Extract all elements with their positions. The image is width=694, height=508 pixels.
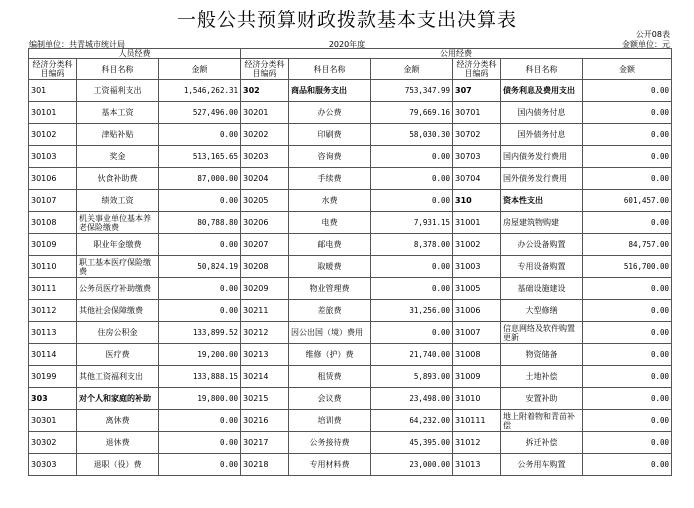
name-cell: 办公费: [289, 102, 371, 124]
code-cell: 30204: [241, 168, 289, 190]
code-cell: 30215: [241, 388, 289, 410]
name-cell: 租赁费: [289, 366, 371, 388]
name-cell: 基本工资: [77, 102, 159, 124]
amount-cell: 133,899.52: [159, 322, 241, 344]
name-cell: 对个人和家庭的补助: [77, 388, 159, 410]
name-cell: 物业管理费: [289, 278, 371, 300]
name-cell: 机关事业单位基本养老保险缴费: [77, 212, 159, 234]
expenditure-table: [28, 48, 672, 476]
amount-cell: 0.00: [371, 168, 453, 190]
amount-cell: 1,546,262.31: [159, 80, 241, 102]
name-cell: 手续费: [289, 168, 371, 190]
amount-cell: 0.00: [583, 322, 672, 344]
header-name: 科目名称: [289, 59, 371, 80]
table-row: [29, 454, 672, 476]
amount-cell: 23,000.00: [371, 454, 453, 476]
name-cell: 房屋建筑物购建: [501, 212, 583, 234]
amount-cell: 0.00: [159, 454, 241, 476]
amount-cell: 0.00: [371, 256, 453, 278]
name-cell: 办公设备购置: [501, 234, 583, 256]
name-cell: 资本性支出: [501, 190, 583, 212]
code-cell: 30216: [241, 410, 289, 432]
table-row: [29, 168, 672, 190]
code-cell: 30207: [241, 234, 289, 256]
table-row: [29, 212, 672, 234]
amount-cell: 58,030.30: [371, 124, 453, 146]
amount-cell: 0.00: [583, 366, 672, 388]
code-cell: 31009: [453, 366, 501, 388]
name-cell: 水费: [289, 190, 371, 212]
name-cell: 退休费: [77, 432, 159, 454]
amount-cell: 0.00: [583, 212, 672, 234]
code-cell: 301: [29, 80, 77, 102]
table-row: [29, 234, 672, 256]
name-cell: 专用材料费: [289, 454, 371, 476]
amount-cell: 0.00: [159, 234, 241, 256]
code-cell: 30217: [241, 432, 289, 454]
name-cell: 其他工资福利支出: [77, 366, 159, 388]
code-cell: 31012: [453, 432, 501, 454]
unit-label: 金额单位：元: [622, 40, 670, 49]
header-name: 科目名称: [77, 59, 159, 80]
name-cell: 邮电费: [289, 234, 371, 256]
amount-cell: 0.00: [159, 278, 241, 300]
group-personnel: 人员经费: [29, 49, 241, 59]
amount-cell: 0.00: [159, 124, 241, 146]
amount-cell: 527,496.00: [159, 102, 241, 124]
amount-cell: 0.00: [583, 410, 672, 432]
header-amount: 金额: [371, 59, 453, 80]
name-cell: 国内债务发行费用: [501, 146, 583, 168]
amount-cell: 0.00: [159, 300, 241, 322]
amount-cell: 0.00: [371, 278, 453, 300]
code-cell: 31008: [453, 344, 501, 366]
name-cell: 土地补偿: [501, 366, 583, 388]
name-cell: 其他社会保障缴费: [77, 300, 159, 322]
amount-cell: 84,757.00: [583, 234, 672, 256]
table-row: [29, 366, 672, 388]
table-row: [29, 278, 672, 300]
code-cell: 30213: [241, 344, 289, 366]
header-code: 经济分类科目编码: [453, 59, 501, 80]
code-cell: 30203: [241, 146, 289, 168]
amount-cell: 23,498.00: [371, 388, 453, 410]
amount-cell: 516,700.00: [583, 256, 672, 278]
code-cell: 30114: [29, 344, 77, 366]
code-cell: 310111: [453, 410, 501, 432]
group-public: 公用经费: [241, 49, 672, 59]
name-cell: 伙食补助费: [77, 168, 159, 190]
code-cell: 303: [29, 388, 77, 410]
table-row: [29, 146, 672, 168]
code-cell: 30199: [29, 366, 77, 388]
name-cell: 专用设备购置: [501, 256, 583, 278]
amount-cell: 0.00: [583, 80, 672, 102]
name-cell: 维修（护）费: [289, 344, 371, 366]
name-cell: 大型修缮: [501, 300, 583, 322]
name-cell: 安置补助: [501, 388, 583, 410]
table-body: [29, 80, 672, 476]
code-cell: 31003: [453, 256, 501, 278]
header-amount: 金额: [159, 59, 241, 80]
code-cell: 30302: [29, 432, 77, 454]
name-cell: 国内债务付息: [501, 102, 583, 124]
code-cell: 30218: [241, 454, 289, 476]
table-row: [29, 190, 672, 212]
name-cell: 离休费: [77, 410, 159, 432]
name-cell: 地上附着物和青苗补偿: [501, 410, 583, 432]
code-cell: 30209: [241, 278, 289, 300]
table-row: [29, 388, 672, 410]
name-cell: 津贴补贴: [77, 124, 159, 146]
code-cell: 30214: [241, 366, 289, 388]
amount-cell: 513,165.65: [159, 146, 241, 168]
amount-cell: 5,893.00: [371, 366, 453, 388]
code-cell: 30303: [29, 454, 77, 476]
code-cell: 30108: [29, 212, 77, 234]
amount-cell: 0.00: [583, 102, 672, 124]
table-row: [29, 322, 672, 344]
amount-cell: 0.00: [159, 410, 241, 432]
code-cell: 30301: [29, 410, 77, 432]
code-cell: 30208: [241, 256, 289, 278]
org-label: 编制单位：共青城市统计局: [29, 40, 125, 49]
amount-cell: 0.00: [583, 124, 672, 146]
code-cell: 30703: [453, 146, 501, 168]
amount-cell: 0.00: [159, 190, 241, 212]
name-cell: 国外债务发行费用: [501, 168, 583, 190]
year-label: 2020年度: [328, 40, 366, 49]
name-cell: 基础设施建设: [501, 278, 583, 300]
name-cell: 住房公积金: [77, 322, 159, 344]
header-name: 科目名称: [501, 59, 583, 80]
code-cell: 30211: [241, 300, 289, 322]
code-cell: 30202: [241, 124, 289, 146]
code-cell: 31002: [453, 234, 501, 256]
form-number: 公开08表: [635, 30, 670, 39]
code-cell: 30702: [453, 124, 501, 146]
table-row: [29, 432, 672, 454]
name-cell: 印刷费: [289, 124, 371, 146]
name-cell: 职业年金缴费: [77, 234, 159, 256]
name-cell: 差旅费: [289, 300, 371, 322]
name-cell: 退职（役）费: [77, 454, 159, 476]
code-cell: 30110: [29, 256, 77, 278]
name-cell: 奖金: [77, 146, 159, 168]
code-cell: 30701: [453, 102, 501, 124]
code-cell: 30107: [29, 190, 77, 212]
name-cell: 信息网络及软件购置更新: [501, 322, 583, 344]
amount-cell: 0.00: [583, 146, 672, 168]
table-row: [29, 102, 672, 124]
name-cell: 会议费: [289, 388, 371, 410]
amount-cell: 0.00: [371, 322, 453, 344]
amount-cell: 0.00: [159, 432, 241, 454]
name-cell: 职工基本医疗保险缴费: [77, 256, 159, 278]
header-code: 经济分类科目编码: [241, 59, 289, 80]
code-cell: 30205: [241, 190, 289, 212]
amount-cell: 31,256.00: [371, 300, 453, 322]
amount-cell: 45,395.00: [371, 432, 453, 454]
amount-cell: 0.00: [583, 454, 672, 476]
amount-cell: 50,824.19: [159, 256, 241, 278]
table-row: [29, 256, 672, 278]
name-cell: 因公出国（境）费用: [289, 322, 371, 344]
amount-cell: 601,457.00: [583, 190, 672, 212]
code-cell: 30109: [29, 234, 77, 256]
amount-cell: 80,788.80: [159, 212, 241, 234]
amount-cell: 7,931.15: [371, 212, 453, 234]
table-row: [29, 80, 672, 102]
name-cell: 公务用车购置: [501, 454, 583, 476]
table-row: [29, 410, 672, 432]
header-amount: 金额: [583, 59, 672, 80]
name-cell: 工资福利支出: [77, 80, 159, 102]
name-cell: 拆迁补偿: [501, 432, 583, 454]
name-cell: 培训费: [289, 410, 371, 432]
amount-cell: 79,669.16: [371, 102, 453, 124]
amount-cell: 0.00: [583, 344, 672, 366]
table-row: [29, 344, 672, 366]
code-cell: 30101: [29, 102, 77, 124]
table-row: [29, 300, 672, 322]
code-cell: 31006: [453, 300, 501, 322]
amount-cell: 21,740.00: [371, 344, 453, 366]
code-cell: 30102: [29, 124, 77, 146]
code-cell: 30704: [453, 168, 501, 190]
code-cell: 310: [453, 190, 501, 212]
name-cell: 咨询费: [289, 146, 371, 168]
table-row: [29, 124, 672, 146]
code-cell: 30112: [29, 300, 77, 322]
amount-cell: 0.00: [371, 146, 453, 168]
amount-cell: 0.00: [583, 168, 672, 190]
code-cell: 302: [241, 80, 289, 102]
code-cell: 307: [453, 80, 501, 102]
name-cell: 债务利息及费用支出: [501, 80, 583, 102]
header-code: 经济分类科目编码: [29, 59, 77, 80]
code-cell: 31013: [453, 454, 501, 476]
name-cell: 电费: [289, 212, 371, 234]
code-cell: 31001: [453, 212, 501, 234]
name-cell: 物资储备: [501, 344, 583, 366]
code-cell: 31007: [453, 322, 501, 344]
amount-cell: 0.00: [583, 388, 672, 410]
amount-cell: 8,378.00: [371, 234, 453, 256]
amount-cell: 133,888.15: [159, 366, 241, 388]
amount-cell: 0.00: [583, 432, 672, 454]
amount-cell: 19,200.00: [159, 344, 241, 366]
name-cell: 公务员医疗补助缴费: [77, 278, 159, 300]
amount-cell: 0.00: [583, 278, 672, 300]
amount-cell: 0.00: [583, 300, 672, 322]
name-cell: 商品和服务支出: [289, 80, 371, 102]
amount-cell: 753,347.99: [371, 80, 453, 102]
code-cell: 30206: [241, 212, 289, 234]
code-cell: 30103: [29, 146, 77, 168]
code-cell: 31010: [453, 388, 501, 410]
name-cell: 医疗费: [77, 344, 159, 366]
name-cell: 取暖费: [289, 256, 371, 278]
code-cell: 30111: [29, 278, 77, 300]
amount-cell: 87,000.00: [159, 168, 241, 190]
amount-cell: 19,800.00: [159, 388, 241, 410]
code-cell: 30201: [241, 102, 289, 124]
name-cell: 绩效工资: [77, 190, 159, 212]
code-cell: 31005: [453, 278, 501, 300]
name-cell: 公务接待费: [289, 432, 371, 454]
code-cell: 30113: [29, 322, 77, 344]
code-cell: 30212: [241, 322, 289, 344]
name-cell: 国外债务付息: [501, 124, 583, 146]
amount-cell: 0.00: [371, 190, 453, 212]
amount-cell: 64,232.00: [371, 410, 453, 432]
report-title: 一般公共预算财政拨款基本支出决算表: [176, 9, 517, 31]
code-cell: 30106: [29, 168, 77, 190]
